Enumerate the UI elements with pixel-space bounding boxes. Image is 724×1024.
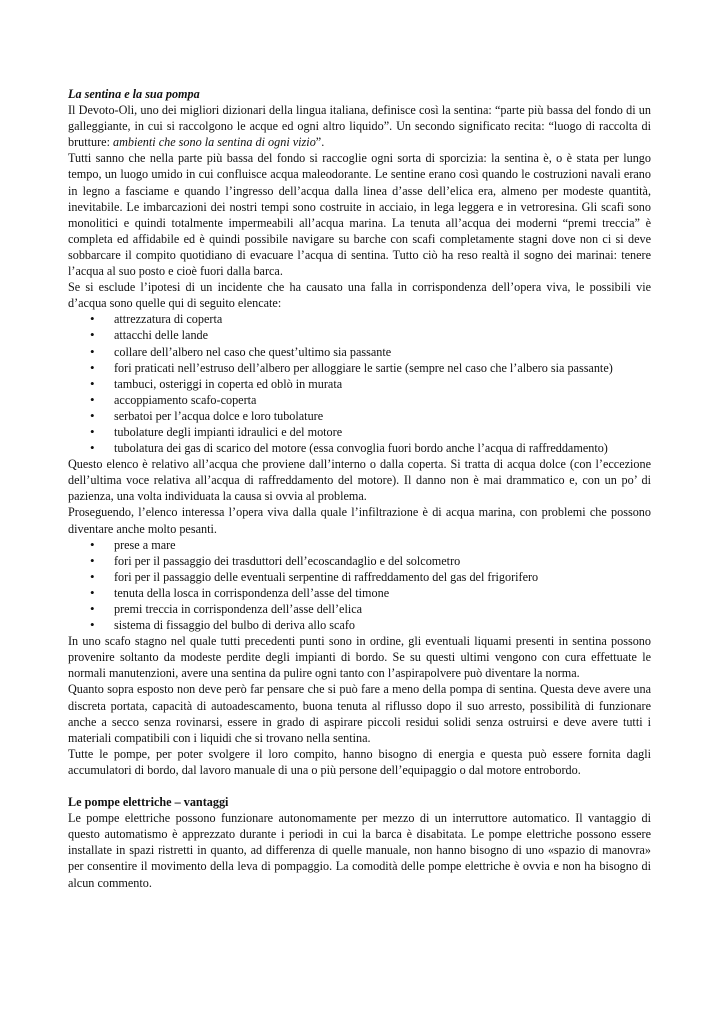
definition-close: ”. [315, 135, 325, 150]
list-item: • prese a mare [68, 537, 651, 553]
paragraph-freshwater: Questo elenco è relativo all’acqua che proviene dall’interno o dalla coperta. Si tratta di acqua dolce (con l’eccezione dell’ultima voce relativa all’acqua di raffreddamento del motore). Il danno non è mai drammatico e, con un po’ di pazienza, una volta individuata la causa si ovvia al problema. [68, 457, 651, 504]
list-item: • tenuta della losca in corrispondenza dell’asse del timone [68, 585, 651, 601]
section-title-electric-pumps: Le pompe elettriche – vantaggi [68, 795, 229, 810]
list-item: • premi treccia in corrispondenza dell’asse dell’elica [68, 601, 651, 617]
paragraph-electric-pumps: Le pompe elettriche possono funzionare autonomamente per mezzo di un interruttore automatico. Il vantaggio di questo automatismo è apprezzato durante i periodi in cui la barca è disabitata. Le pompe elettriche possono essere installate in spazi ristretti in quanto, ad differenza di quelle manuale, non hanno bisogno di uno «spazio di manovra» per consentire il movimento della leva di pompaggio. La comodità delle pompe elettriche è ovvia e non ha bisogno di alcun commento. [68, 811, 651, 890]
list-hull-leaks [68, 537, 651, 634]
list-item: • fori per il passaggio dei trasduttori dell’ecoscandaglio e del solcometro [68, 553, 651, 569]
list-item: • attacchi delle lande [68, 327, 651, 343]
list-item: • accoppiamento scafo-coperta [68, 392, 651, 408]
paragraph-intro-list2: Proseguendo, l’elenco interessa l’opera viva dalla quale l’infiltrazione è di acqua marina, con problemi che possono diventare anche molto pesanti. [68, 505, 651, 536]
list-item: • serbatoi per l’acqua dolce e loro tubolature [68, 408, 651, 424]
paragraph-history: Tutti sanno che nella parte più bassa del fondo si raccoglie ogni sorta di sporcizia: la sentina è, o è stata per lungo tempo, un luogo umido in cui confluisce acqua maleodorante. Le sentine erano così quando le costruzioni navali erano in legno a fasciame e quando l’ingresso dell’acqua dalla linea d’asse dell’elica era, almeno per modeste quantità, inevitabile. Le imbarcazioni dei nostri tempi sono costruite in acciaio, in lega leggera e in vetroresina. Gli scafi sono monolitici e quindi totalmente impermeabili all’acqua marina. La tenuta all’acqua dei moderni “premi treccia” è completa ed affidabile ed è quindi possibile navigare su barche con scafi completamente stagni dove non ci si deve sobbarcare il compito quotidiano di evacuare l’acqua di sentina. Tutto ciò ha reso realtà il sogno dei marinai: tenere l’acqua al suo posto e cioè fuori dalla barca. [68, 151, 651, 279]
list-item: • tubolature degli impianti idraulici e del motore [68, 424, 651, 440]
paragraph-sealed-hull: In uno scafo stagno nel quale tutti precedenti punti sono in ordine, gli eventuali liquami presenti in sentina possono provenire soltanto da modeste perdite degli impianti di bordo. Se su questi ultimi vengono con cura effettuate le normali manutenzioni, avere una sentina da pulire ogni tanto con l’aspirapolvere può diventare la norma. [68, 634, 651, 681]
list-item: • tubolatura dei gas di scarico del motore (essa convoglia fuori bordo anche l’acqua di raffreddamento) [68, 440, 651, 456]
list-item: • fori praticati nell’estruso dell’albero per alloggiare le sartie (sempre nel caso che l’albero sia passante) [68, 360, 651, 376]
list-item: • fori per il passaggio delle eventuali serpentine di raffreddamento del gas del frigorifero [68, 569, 651, 585]
list-item: • attrezzatura di coperta [68, 311, 651, 327]
list-item: • collare dell’albero nel caso che quest’ultimo sia passante [68, 344, 651, 360]
section-spacer [68, 778, 651, 794]
definition-example: ambienti che sono la sentina di ogni vizio [113, 135, 316, 150]
list-item: • tambuci, osteriggi in coperta ed oblò in murata [68, 376, 651, 392]
paragraph-pump-requirements: Quanto sopra esposto non deve però far pensare che si può fare a meno della pompa di sentina. Questa deve avere una discreta portata, capacità di autoadescamento, buona tenuta al riflusso dopo il suo arresto, possibilità di funzionare anche a secco senza rovinarsi, essere in grado di aspirare piccoli residui solidi senza ostruirsi e deve avere tutti i materiali compatibili con i liquidi che si trovano nella sentina. [68, 682, 651, 745]
paragraph-pump-energy: Tutte le pompe, per poter svolgere il loro compito, hanno bisogno di energia e questa può essere fornita dagli accumulatori di bordo, dal lavoro manuale di una o più persone dell’equipaggio o dal motore entrobordo. [68, 746, 651, 777]
paragraph-intro-list1: Se si esclude l’ipotesi di un incidente che ha causato una falla in corrispondenza dell’opera viva, le possibili vie d’acqua sono quelle qui di seguito elencate: [68, 280, 651, 311]
paragraph-definition [68, 102, 651, 150]
section-title-sentina: La sentina e la sua pompa [68, 87, 200, 101]
list-item: • sistema di fissaggio del bulbo di deriva allo scafo [68, 617, 651, 633]
definition-text: Il Devoto-Oli, uno dei migliori dizionari della lingua italiana, definisce così la sentina: “parte più bassa del fondo di un galleggiante, in cui si raccolgono le acque ed ogni altro liquido”. Un secondo significato recita: “luogo di raccolta di brutture: [68, 103, 651, 150]
list-deck-leaks [68, 311, 651, 456]
document-page [68, 86, 651, 891]
